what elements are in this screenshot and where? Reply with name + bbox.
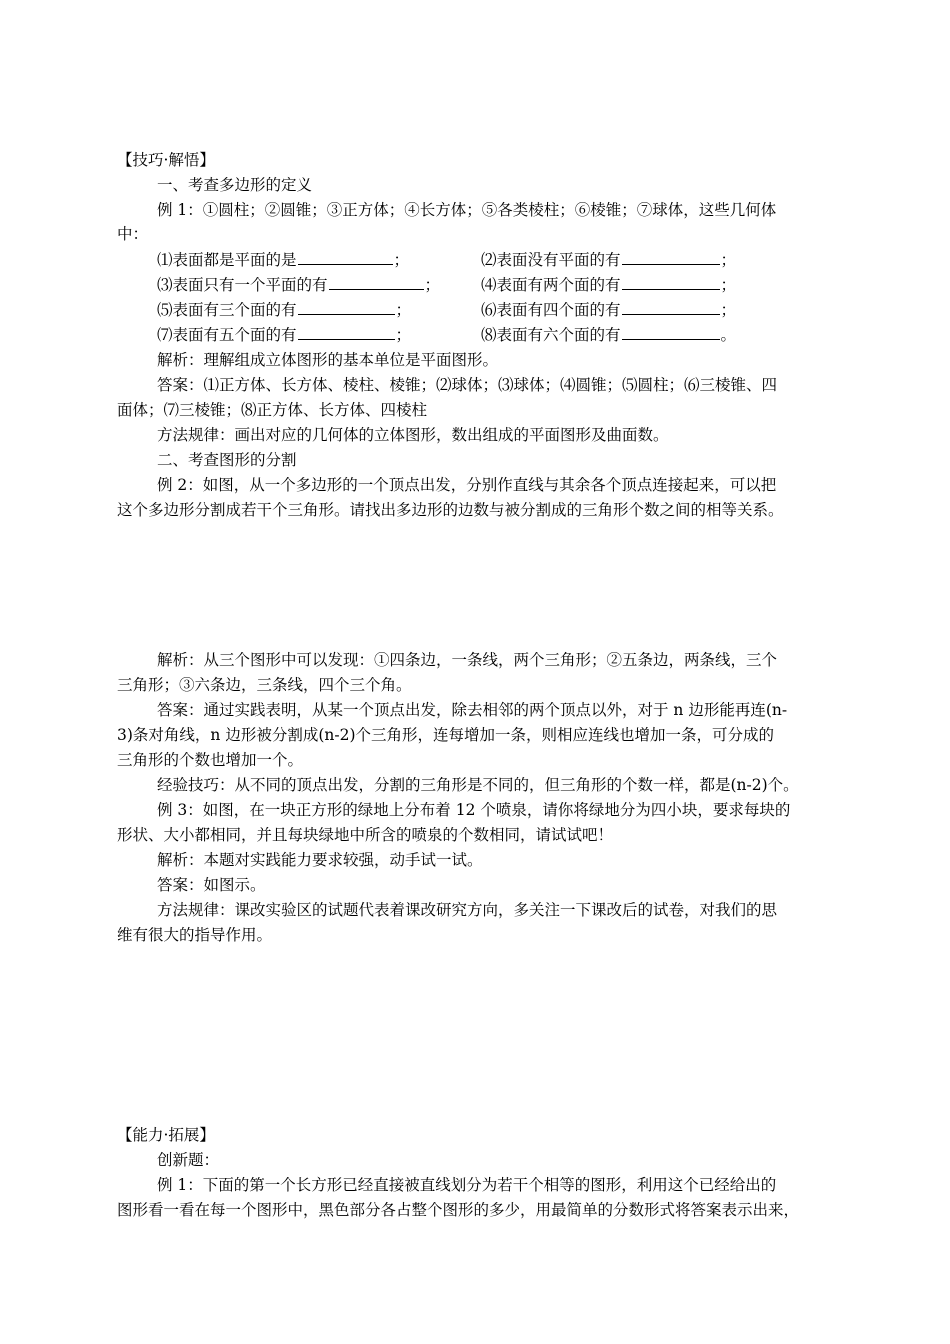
example3-analysis: 解析：本题对实践能力要求较强，动手试一试。: [157, 851, 483, 869]
extension-example1-line1: 例 1：下面的第一个长方形已经直接被直线划分为若干个相等的图形，利用这个已经给出的: [157, 1176, 777, 1194]
example1-line1: 例 1：①圆柱；②圆锥；③正方体；④长方体；⑤各类棱柱；⑥棱锥；⑦球体，这些几何体: [157, 201, 777, 219]
example2-answer-line2: 3)条对角线，n 边形被分割成(n-2)个三角形，连每增加一条，则相应连线也增加一条，可分成的: [117, 726, 774, 744]
example2-tip: 经验技巧：从不同的顶点出发，分割的三角形是不同的，但三角形的个数一样，都是(n-2)个。: [157, 776, 799, 794]
question-8: ⑻表面有六个面的有 。: [481, 326, 737, 344]
example2-line2: 这个多边形分割成若干个三角形。请找出多边形的边数与被分割成的三角形个数之间的相等关系。: [117, 501, 784, 519]
question-5: ⑸表面有三个面的有 ；: [157, 301, 412, 319]
example2-line1: 例 2：如图，从一个多边形的一个顶点出发，分别作直线与其余各个顶点连接起来，可以把: [157, 476, 777, 494]
example1-analysis: 解析：理解组成立体图形的基本单位是平面图形。: [157, 351, 499, 369]
example3-line1: 例 3：如图，在一块正方形的绿地上分布着 12 个喷泉，请你将绿地分为四小块，要求每块的: [157, 801, 791, 819]
part2-title: 二、考查图形的分割: [157, 451, 297, 469]
question-3: ⑶表面只有一个平面的有 ；: [157, 276, 441, 294]
question-6: ⑹表面有四个面的有 ；: [481, 301, 737, 319]
part1-title: 一、考查多边形的定义: [157, 176, 313, 194]
question-7: ⑺表面有五个面的有 ；: [157, 326, 412, 344]
answer-blank: [329, 274, 424, 290]
question-2: ⑵表面没有平面的有 ；: [481, 251, 737, 269]
example2-analysis-line1: 解析：从三个图形中可以发现：①四条边，一条线，两个三角形；②五条边，两条线，三个: [157, 651, 778, 669]
answer-blank: [622, 274, 720, 290]
question-1: ⑴表面都是平面的是 ；: [157, 251, 410, 269]
example2-analysis-line2: 三角形；③六条边，三条线，四个三个角。: [117, 676, 412, 694]
answer-blank: [622, 249, 720, 265]
example3-answer: 答案：如图示。: [157, 876, 266, 894]
example2-answer-line3: 三角形的个数也增加一个。: [117, 751, 304, 769]
example2-answer-line1: 答案：通过实践表明，从某一个顶点出发，除去相邻的两个顶点以外，对于 n 边形能再连(n-: [157, 701, 788, 719]
innovation-subheading: 创新题：: [157, 1151, 220, 1169]
extension-example1-line2: 图形看一看在每一个图形中，黑色部分各占整个图形的多少，用最简单的分数形式将答案表示出来，: [117, 1201, 800, 1219]
example1-answer-line2: 面体；⑺三棱锥；⑻正方体、长方体、四棱柱: [117, 401, 428, 419]
answer-blank: [298, 324, 395, 340]
answer-blank: [622, 324, 720, 340]
example3-method-line2: 维有很大的指导作用。: [117, 926, 273, 944]
section-heading-skills: 【技巧·解悟】: [117, 151, 215, 169]
question-4: ⑷表面有两个面的有 ；: [481, 276, 737, 294]
section-heading-extension: 【能力·拓展】: [117, 1126, 215, 1144]
example1-answer-line1: 答案：⑴正方体、长方体、棱柱、棱锥；⑵球体；⑶球体；⑷圆锥；⑸圆柱；⑹三棱锥、四: [157, 376, 778, 394]
answer-blank: [298, 249, 393, 265]
answer-blank: [622, 299, 720, 315]
example1-method: 方法规律：画出对应的几何体的立体图形，数出组成的平面图形及曲面数。: [157, 426, 669, 444]
example3-method-line1: 方法规律：课改实验区的试题代表着课改研究方向，多关注一下课改后的试卷，对我们的思: [157, 901, 778, 919]
answer-blank: [298, 299, 395, 315]
example1-line2: 中：: [117, 225, 149, 243]
example3-line2: 形状、大小都相同，并且每块绿地中所含的喷泉的个数相同，请试试吧！: [117, 826, 614, 844]
